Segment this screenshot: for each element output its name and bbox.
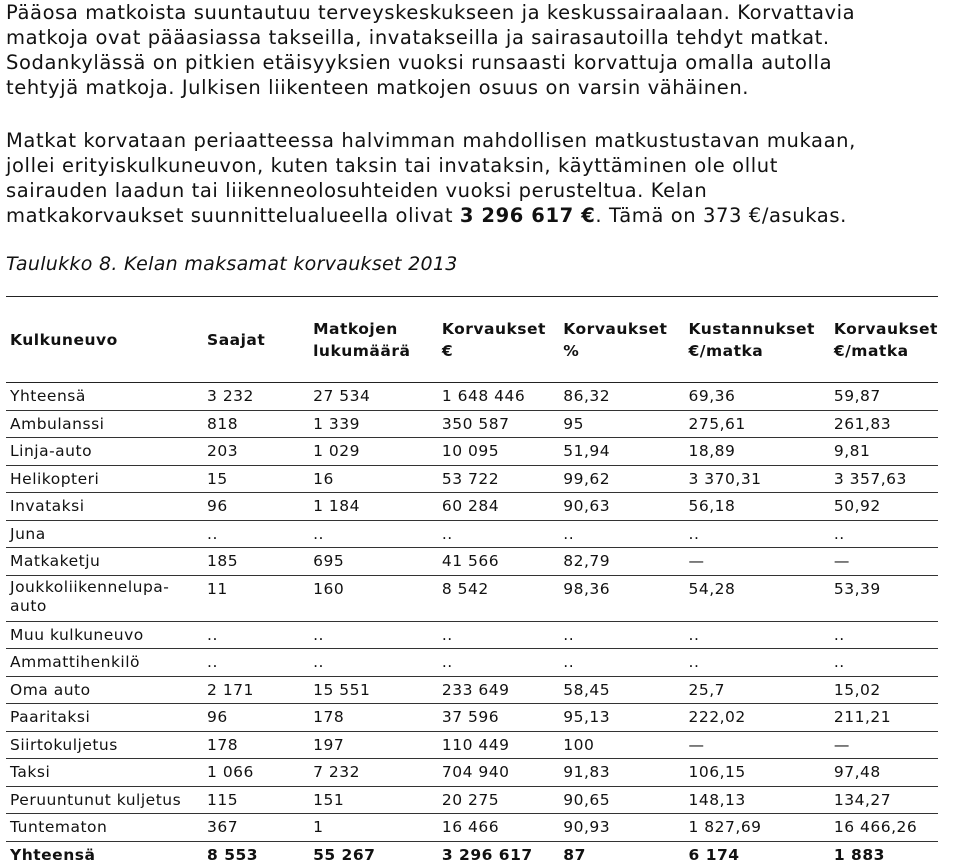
table-cell: 110 449 — [438, 731, 559, 759]
table-cell: 90,63 — [559, 493, 684, 521]
compensation-table — [6, 296, 938, 868]
table-cell: .. — [203, 520, 309, 548]
total-cell: 1 883 — [830, 841, 938, 868]
total-amount: 3 296 617 € — [460, 204, 596, 227]
row-label: Siirtokuljetus — [6, 731, 203, 759]
table-cell: 704 940 — [438, 759, 559, 787]
text-line: matkoja ovat pääasiassa takseilla, invatakseilla ja sairasautoilla tehdyt matkat. — [6, 25, 936, 50]
table-cell: 1 827,69 — [685, 814, 830, 842]
column-header-text: Kulkuneuvo — [10, 331, 118, 349]
table-cell: 222,02 — [685, 704, 830, 732]
column-header-text: Korvaukset — [834, 320, 938, 338]
table-cell: 15 551 — [309, 676, 438, 704]
table-cell: 7 232 — [309, 759, 438, 787]
table-cell: .. — [559, 649, 684, 677]
text-line: sairauden laadun tai liikenneolosuhteiden vuoksi perusteltua. Kelan — [6, 178, 936, 203]
table-cell: 58,45 — [559, 676, 684, 704]
table-cell: .. — [203, 649, 309, 677]
column-header — [309, 297, 438, 383]
column-header — [203, 297, 309, 383]
table-cell: 95,13 — [559, 704, 684, 732]
table-row — [6, 493, 938, 521]
table-cell: 1 184 — [309, 493, 438, 521]
table-cell: 41 566 — [438, 548, 559, 576]
row-label: Helikopteri — [6, 465, 203, 493]
table-header — [6, 297, 938, 383]
row-label: Ambulanssi — [6, 410, 203, 438]
table-cell: .. — [685, 520, 830, 548]
table-row — [6, 520, 938, 548]
row-label: Juna — [6, 520, 203, 548]
table-body — [6, 383, 938, 868]
table-cell: 3 370,31 — [685, 465, 830, 493]
table-cell: 178 — [309, 704, 438, 732]
table-cell: .. — [309, 621, 438, 649]
table-cell: 1 648 446 — [438, 383, 559, 411]
column-header — [438, 297, 559, 383]
table-cell: 197 — [309, 731, 438, 759]
table-cell: 818 — [203, 410, 309, 438]
table-cell: 97,48 — [830, 759, 938, 787]
table-cell: .. — [438, 621, 559, 649]
table-cell: 98,36 — [559, 575, 684, 621]
table-cell: 16 — [309, 465, 438, 493]
table-cell: 178 — [203, 731, 309, 759]
table-cell: 148,13 — [685, 786, 830, 814]
table-cell: 10 095 — [438, 438, 559, 466]
column-header-text: €/matka — [834, 342, 909, 360]
table-row — [6, 759, 938, 787]
total-cell: 3 296 617 — [438, 841, 559, 868]
compensation-paragraph — [6, 128, 936, 228]
table-row — [6, 383, 938, 411]
table-cell: 60 284 — [438, 493, 559, 521]
table-cell: — — [830, 548, 938, 576]
table-row — [6, 704, 938, 732]
column-header-text: € — [442, 342, 453, 360]
total-cell: 8 553 — [203, 841, 309, 868]
row-label: Oma auto — [6, 676, 203, 704]
row-label: Ammattihenkilö — [6, 649, 203, 677]
row-label: Joukkoliikennelupa-auto — [6, 575, 203, 621]
header-row — [6, 297, 938, 383]
table-cell: 3 232 — [203, 383, 309, 411]
column-header — [559, 297, 684, 383]
table-cell: 15,02 — [830, 676, 938, 704]
row-label: Tuntematon — [6, 814, 203, 842]
table-cell: 115 — [203, 786, 309, 814]
table-row — [6, 621, 938, 649]
table-cell: 59,87 — [830, 383, 938, 411]
table-cell: 56,18 — [685, 493, 830, 521]
column-header-text: lukumäärä — [313, 342, 410, 360]
text-line: tehtyjä matkoja. Julkisen liikenteen matkojen osuus on varsin vähäinen. — [6, 75, 936, 100]
intro-paragraph — [6, 0, 936, 100]
table-cell: 51,94 — [559, 438, 684, 466]
column-header — [6, 297, 203, 383]
text-line — [6, 203, 936, 228]
table-cell: .. — [559, 520, 684, 548]
table-cell: 15 — [203, 465, 309, 493]
table-cell: 11 — [203, 575, 309, 621]
column-header-text: €/matka — [689, 342, 764, 360]
table-cell: — — [685, 731, 830, 759]
table-row — [6, 731, 938, 759]
table-cell: 1 — [309, 814, 438, 842]
table-cell: 37 596 — [438, 704, 559, 732]
row-label: Matkaketju — [6, 548, 203, 576]
table-cell: .. — [309, 649, 438, 677]
table-row — [6, 575, 938, 621]
table-cell: 20 275 — [438, 786, 559, 814]
table-cell: .. — [685, 649, 830, 677]
table-row — [6, 786, 938, 814]
total-row — [6, 841, 938, 868]
row-label: Yhteensä — [6, 383, 203, 411]
table-cell: 233 649 — [438, 676, 559, 704]
text-line: Pääosa matkoista suuntautuu terveyskeskukseen ja keskussairaalaan. Korvattavia — [6, 0, 936, 25]
table-cell: 54,28 — [685, 575, 830, 621]
table-cell: 100 — [559, 731, 684, 759]
table-cell: 18,89 — [685, 438, 830, 466]
table-cell: .. — [438, 520, 559, 548]
table-row — [6, 438, 938, 466]
table-cell: 86,32 — [559, 383, 684, 411]
row-label: Invataksi — [6, 493, 203, 521]
table-cell: .. — [559, 621, 684, 649]
table-cell: 90,93 — [559, 814, 684, 842]
row-label: Muu kulkuneuvo — [6, 621, 203, 649]
table-cell: 25,7 — [685, 676, 830, 704]
column-header-text: % — [563, 342, 579, 360]
table-cell: 9,81 — [830, 438, 938, 466]
column-header-text: Korvaukset — [442, 320, 546, 338]
table-cell: 90,65 — [559, 786, 684, 814]
row-label: Paaritaksi — [6, 704, 203, 732]
column-header-text: Kustannukset — [689, 320, 815, 338]
table-cell: 350 587 — [438, 410, 559, 438]
table-cell: 53 722 — [438, 465, 559, 493]
table-cell: 203 — [203, 438, 309, 466]
table-cell: 69,36 — [685, 383, 830, 411]
table-cell: 1 066 — [203, 759, 309, 787]
table-cell: 367 — [203, 814, 309, 842]
table-caption: Taulukko 8. Kelan maksamat korvaukset 2013 — [6, 253, 458, 275]
table-cell: .. — [830, 621, 938, 649]
table-cell: .. — [830, 649, 938, 677]
table-cell: 1 339 — [309, 410, 438, 438]
table-row — [6, 465, 938, 493]
total-cell: 6 174 — [685, 841, 830, 868]
table-cell: — — [685, 548, 830, 576]
text-line: Matkat korvataan periaatteessa halvimman mahdollisen matkustustavan mukaan, — [6, 128, 936, 153]
table-cell: 99,62 — [559, 465, 684, 493]
text-line: jollei erityiskulkuneuvon, kuten taksin tai invataksin, käyttäminen ole ollut — [6, 153, 936, 178]
table-cell: 16 466 — [438, 814, 559, 842]
table-cell: .. — [830, 520, 938, 548]
table-cell: .. — [203, 621, 309, 649]
column-header-text: Matkojen — [313, 320, 398, 338]
table-cell: 16 466,26 — [830, 814, 938, 842]
table-cell: .. — [685, 621, 830, 649]
table-cell: 3 357,63 — [830, 465, 938, 493]
column-header-text: Saajat — [207, 331, 265, 349]
table-cell: 695 — [309, 548, 438, 576]
table-cell: 106,15 — [685, 759, 830, 787]
table-cell: 91,83 — [559, 759, 684, 787]
total-cell: 55 267 — [309, 841, 438, 868]
table-cell: 82,79 — [559, 548, 684, 576]
table-cell: .. — [309, 520, 438, 548]
table-cell: 95 — [559, 410, 684, 438]
table-cell: 185 — [203, 548, 309, 576]
table-row — [6, 548, 938, 576]
text-line: Sodankylässä on pitkien etäisyyksien vuoksi runsaasti korvattuja omalla autolla — [6, 50, 936, 75]
table-cell: 8 542 — [438, 575, 559, 621]
table-cell: 50,92 — [830, 493, 938, 521]
table-cell: 53,39 — [830, 575, 938, 621]
text-segment: . Tämä on 373 €/asukas. — [595, 204, 847, 227]
row-label: Taksi — [6, 759, 203, 787]
table-cell: 160 — [309, 575, 438, 621]
table-cell: 96 — [203, 493, 309, 521]
table-cell: 2 171 — [203, 676, 309, 704]
total-label: Yhteensä — [6, 841, 203, 868]
row-label: Peruuntunut kuljetus — [6, 786, 203, 814]
column-header — [830, 297, 938, 383]
table-cell: 96 — [203, 704, 309, 732]
table-row — [6, 676, 938, 704]
table-cell: 211,21 — [830, 704, 938, 732]
table-row — [6, 410, 938, 438]
table-cell: — — [830, 731, 938, 759]
table-cell: 275,61 — [685, 410, 830, 438]
row-label: Linja-auto — [6, 438, 203, 466]
total-cell: 87 — [559, 841, 684, 868]
table-row — [6, 814, 938, 842]
column-header-text: Korvaukset — [563, 320, 667, 338]
table-cell: 151 — [309, 786, 438, 814]
table-cell: 1 029 — [309, 438, 438, 466]
table-cell: 27 534 — [309, 383, 438, 411]
table-cell: 261,83 — [830, 410, 938, 438]
column-header — [685, 297, 830, 383]
table-cell: .. — [438, 649, 559, 677]
table-cell: 134,27 — [830, 786, 938, 814]
table-row — [6, 649, 938, 677]
text-segment: matkakorvaukset suunnittelualueella olivat — [6, 204, 460, 227]
